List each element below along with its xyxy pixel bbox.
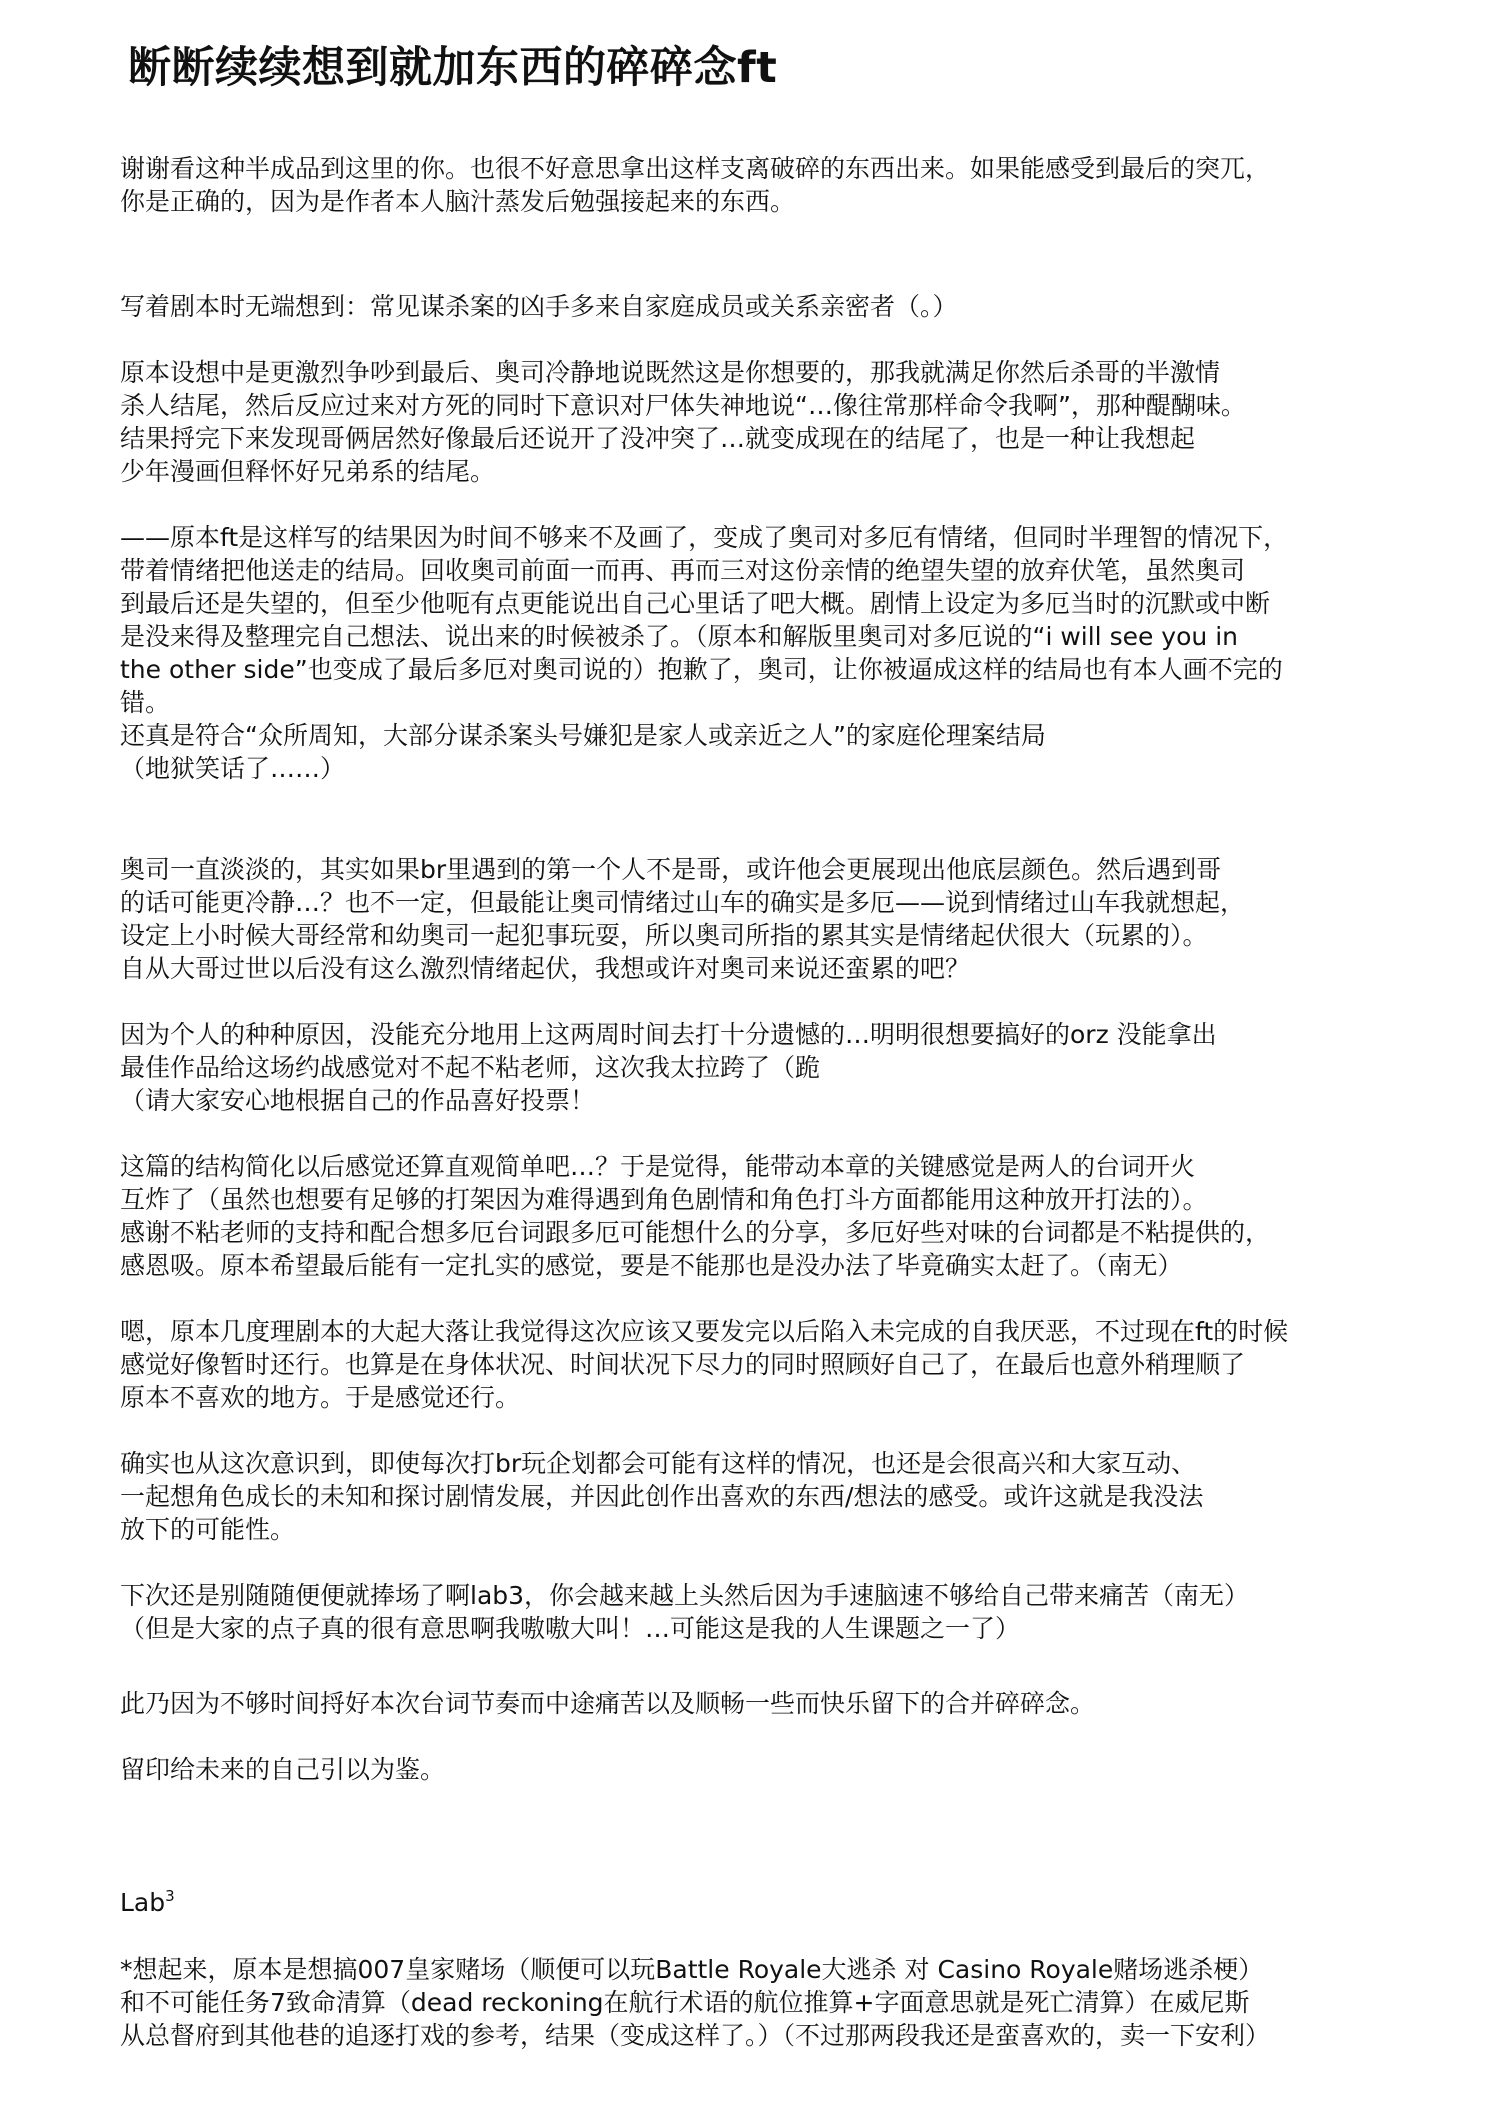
- paragraph-line: 互炸了（虽然也想要有足够的打架因为难得遇到角色剧情和角色打斗方面都能用这种放开打法的）。: [120, 1185, 1208, 1214]
- paragraph-line: （地狱笑话了……）: [120, 754, 346, 783]
- paragraph-line: 杀人结尾，然后反应过来对方死的同时下意识对尸体失神地说“…像往常那样命令我啊”，那种醍醐味。: [120, 391, 1246, 420]
- signature-superscript: 3: [165, 1887, 175, 1905]
- paragraph-line: 原本设想中是更激烈争吵到最后、奥司冷静地说既然这是你想要的，那我就满足你然后杀哥的半激情: [120, 358, 1221, 387]
- paragraph-line: the other side”也变成了最后多厄对奥司说的）抱歉了，奥司，让你被逼成这样的结局也有本人画不完的: [120, 655, 1283, 684]
- paragraph-line: 谢谢看这种半成品到这里的你。也很不好意思拿出这样支离破碎的东西出来。如果能感受到最后的突兀，: [120, 154, 1271, 183]
- paragraph-line: 设定上小时候大哥经常和幼奥司一起犯事玩耍，所以奥司所指的累其实是情绪起伏很大（玩累的）。: [120, 921, 1208, 950]
- paragraph-line: 结果捋完下来发现哥俩居然好像最后还说开了没冲突了…就变成现在的结尾了，也是一种让我想起: [120, 424, 1196, 453]
- paragraph-line: 放下的可能性。: [120, 1515, 296, 1544]
- paragraph-line: 还真是符合“众所周知，大部分谋杀案头号嫌犯是家人或亲近之人”的家庭伦理案结局: [120, 721, 1046, 750]
- paragraph-line: 一起想角色成长的未知和探讨剧情发展，并因此创作出喜欢的东西/想法的感受。或许这就是我没法: [120, 1482, 1204, 1511]
- footnote-line: 和不可能任务7致命清算（dead reckoning在航行术语的航位推算+字面意思就是死亡清算）在威尼斯: [120, 1988, 1250, 2017]
- paragraph-line: 奥司一直淡淡的，其实如果br里遇到的第一个人不是哥，或许他会更展现出他底层颜色。然后遇到哥: [120, 855, 1222, 884]
- paragraph-line: 是没来得及整理完自己想法、说出来的时候被杀了。（原本和解版里奥司对多厄说的“i will see you in: [120, 622, 1238, 651]
- paragraph-line: （请大家安心地根据自己的作品喜好投票！: [120, 1086, 596, 1115]
- paragraph-line: 感恩吸。原本希望最后能有一定扎实的感觉，要是不能那也是没办法了毕竟确实太赶了。（南无）: [120, 1251, 1183, 1280]
- paragraph-line: 带着情绪把他送走的结局。回收奥司前面一而再、再而三对这份亲情的绝望失望的放弃伏笔，虽然奥司: [120, 556, 1246, 585]
- paragraph-line: 少年漫画但释怀好兄弟系的结尾。: [120, 457, 496, 486]
- paragraph-line: 嗯，原本几度理剧本的大起大落让我觉得这次应该又要发完以后陷入未完成的自我厌恶，不过现在ft的时候: [120, 1317, 1289, 1346]
- paragraph-line: 因为个人的种种原因，没能充分地用上这两周时间去打十分遗憾的…明明很想要搞好的orz 没能拿出: [120, 1020, 1217, 1049]
- paragraph-line: 下次还是别随随便便就捧场了啊lab3，你会越来越上头然后因为手速脑速不够给自己带来痛苦（南无）: [120, 1581, 1250, 1610]
- paragraph-line: 错。: [120, 688, 171, 717]
- document-title: 断断续续想到就加东西的碎碎念ft: [128, 43, 778, 93]
- footnote-line: *想起来，原本是想搞007皇家赌场（顺便可以玩Battle Royale大逃杀 对 Casino Royale赌场逃杀梗）: [120, 1955, 1264, 1984]
- paragraph-line: 这篇的结构简化以后感觉还算直观简单吧…？于是觉得，能带动本章的关键感觉是两人的台词开火: [120, 1152, 1196, 1181]
- footnote-line: 从总督府到其他巷的追逐打戏的参考，结果（变成这样了。）（不过那两段我还是蛮喜欢的，卖一下安利）: [120, 2021, 1271, 2050]
- paragraph-line: 确实也从这次意识到，即使每次打br玩企划都会可能有这样的情况，也还是会很高兴和大家互动、: [120, 1449, 1197, 1478]
- signature: [120, 1886, 175, 1919]
- paragraph-line: （但是大家的点子真的很有意思啊我嗷嗷大叫！…可能这是我的人生课题之一了）: [120, 1614, 1021, 1643]
- paragraph-line: 到最后还是失望的，但至少他呃有点更能说出自己心里话了吧大概。剧情上设定为多厄当时的沉默或中断: [120, 589, 1271, 618]
- paragraph-line: 你是正确的，因为是作者本人脑汁蒸发后勉强接起来的东西。: [120, 187, 796, 216]
- paragraph-line: 留印给未来的自己引以为鉴。: [120, 1755, 446, 1784]
- paragraph-line: 自从大哥过世以后没有这么激烈情绪起伏，我想或许对奥司来说还蛮累的吧？: [120, 954, 971, 983]
- paragraph-line: 的话可能更冷静…？也不一定，但最能让奥司情绪过山车的确实是多厄——说到情绪过山车我就想起，: [120, 888, 1246, 917]
- paragraph-line: ——原本ft是这样写的结果因为时间不够来不及画了，变成了奥司对多厄有情绪，但同时半理智的情况下，: [120, 523, 1289, 552]
- paragraph-line: 最佳作品给这场约战感觉对不起不粘老师，这次我太拉跨了（跪: [120, 1053, 821, 1082]
- paragraph-line: 感谢不粘老师的支持和配合想多厄台词跟多厄可能想什么的分享，多厄好些对味的台词都是不粘提供的，: [120, 1218, 1271, 1247]
- signature-base: Lab: [120, 1888, 166, 1917]
- paragraph-line: 原本不喜欢的地方。于是感觉还行。: [120, 1383, 521, 1412]
- paragraph-line: 写着剧本时无端想到：常见谋杀案的凶手多来自家庭成员或关系亲密者（。）: [120, 292, 958, 321]
- paragraph-line: 感觉好像暂时还行。也算是在身体状况、时间状况下尽力的同时照顾好自己了，在最后也意外稍理顺了: [120, 1350, 1246, 1379]
- paragraph-line: 此乃因为不够时间捋好本次台词节奏而中途痛苦以及顺畅一些而快乐留下的合并碎碎念。: [120, 1689, 1096, 1718]
